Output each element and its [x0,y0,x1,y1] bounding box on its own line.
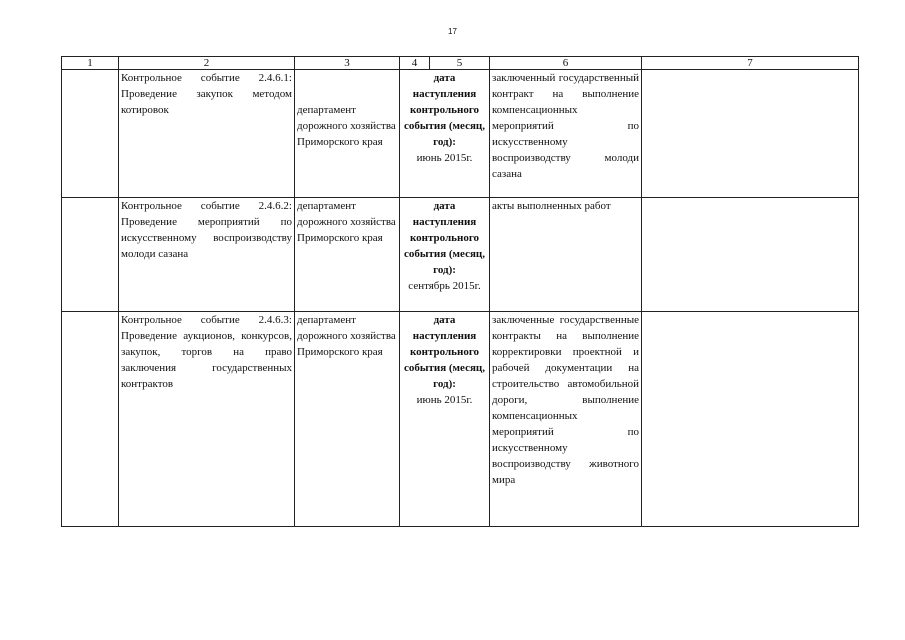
department-text: департамент дорожного хозяйства Приморского края [297,104,396,148]
table-row [62,198,859,312]
page-number: 17 [448,27,457,36]
department-cell [295,198,400,312]
department-cell [295,312,400,527]
date-label: дата наступления контрольного события (месяц, год): [403,314,485,390]
date-cell [400,198,490,312]
date-cell [400,70,490,198]
control-events-table [61,56,859,527]
row-number-cell [62,70,119,198]
column-header: 7 [642,57,859,70]
event-cell [119,198,295,312]
result-cell: акты выполненных работ [490,198,642,312]
row-number-cell [62,312,119,527]
result-cell: заключенные государственные контракты на выполнение корректировки проектной и рабочей документации на строительство автомобильной дороги, выполнение компенсационных мероприятий по искусственному воспроизводству животного мира [490,312,642,527]
event-cell [119,70,295,198]
event-title: Контрольное событие 2.4.6.1: [121,72,292,84]
department-text: департамент дорожного хозяйства Приморского края [297,200,396,244]
column-header: 1 [62,57,119,70]
event-title: Контрольное событие 2.4.6.2: [121,200,292,212]
notes-cell [642,198,859,312]
notes-cell [642,70,859,198]
date-cell [400,312,490,527]
result-cell: заключенный государственный контракт на выполнение компенсационных мероприятий по искусственному воспроизводству молоди сазана [490,70,642,198]
department-cell [295,70,400,198]
event-title: Контрольное событие 2.4.6.3: [121,314,292,326]
department-text: департамент дорожного хозяйства Приморского края [297,314,396,358]
column-header: 5 [430,57,490,70]
date-label: дата наступления контрольного события (месяц, год): [403,72,485,148]
column-header: 4 [400,57,430,70]
table-row [62,70,859,198]
table-header-row [62,57,859,70]
column-header: 2 [119,57,295,70]
column-header: 6 [490,57,642,70]
table-row [62,312,859,527]
event-description: Проведение закупок методом котировок [121,88,292,116]
notes-cell [642,312,859,527]
column-header: 3 [295,57,400,70]
date-value: сентябрь 2015г. [408,280,481,292]
event-cell [119,312,295,527]
event-description: Проведение мероприятий по искусственному воспроизводству молоди сазана [121,216,292,260]
row-number-cell [62,198,119,312]
event-description: Проведение аукционов, конкурсов, закупок, торгов на право заключения государственных контрактов [121,330,292,390]
date-value: июнь 2015г. [416,152,473,164]
date-value: июнь 2015г. [416,394,473,406]
date-label: дата наступления контрольного события (месяц, год): [403,200,485,276]
